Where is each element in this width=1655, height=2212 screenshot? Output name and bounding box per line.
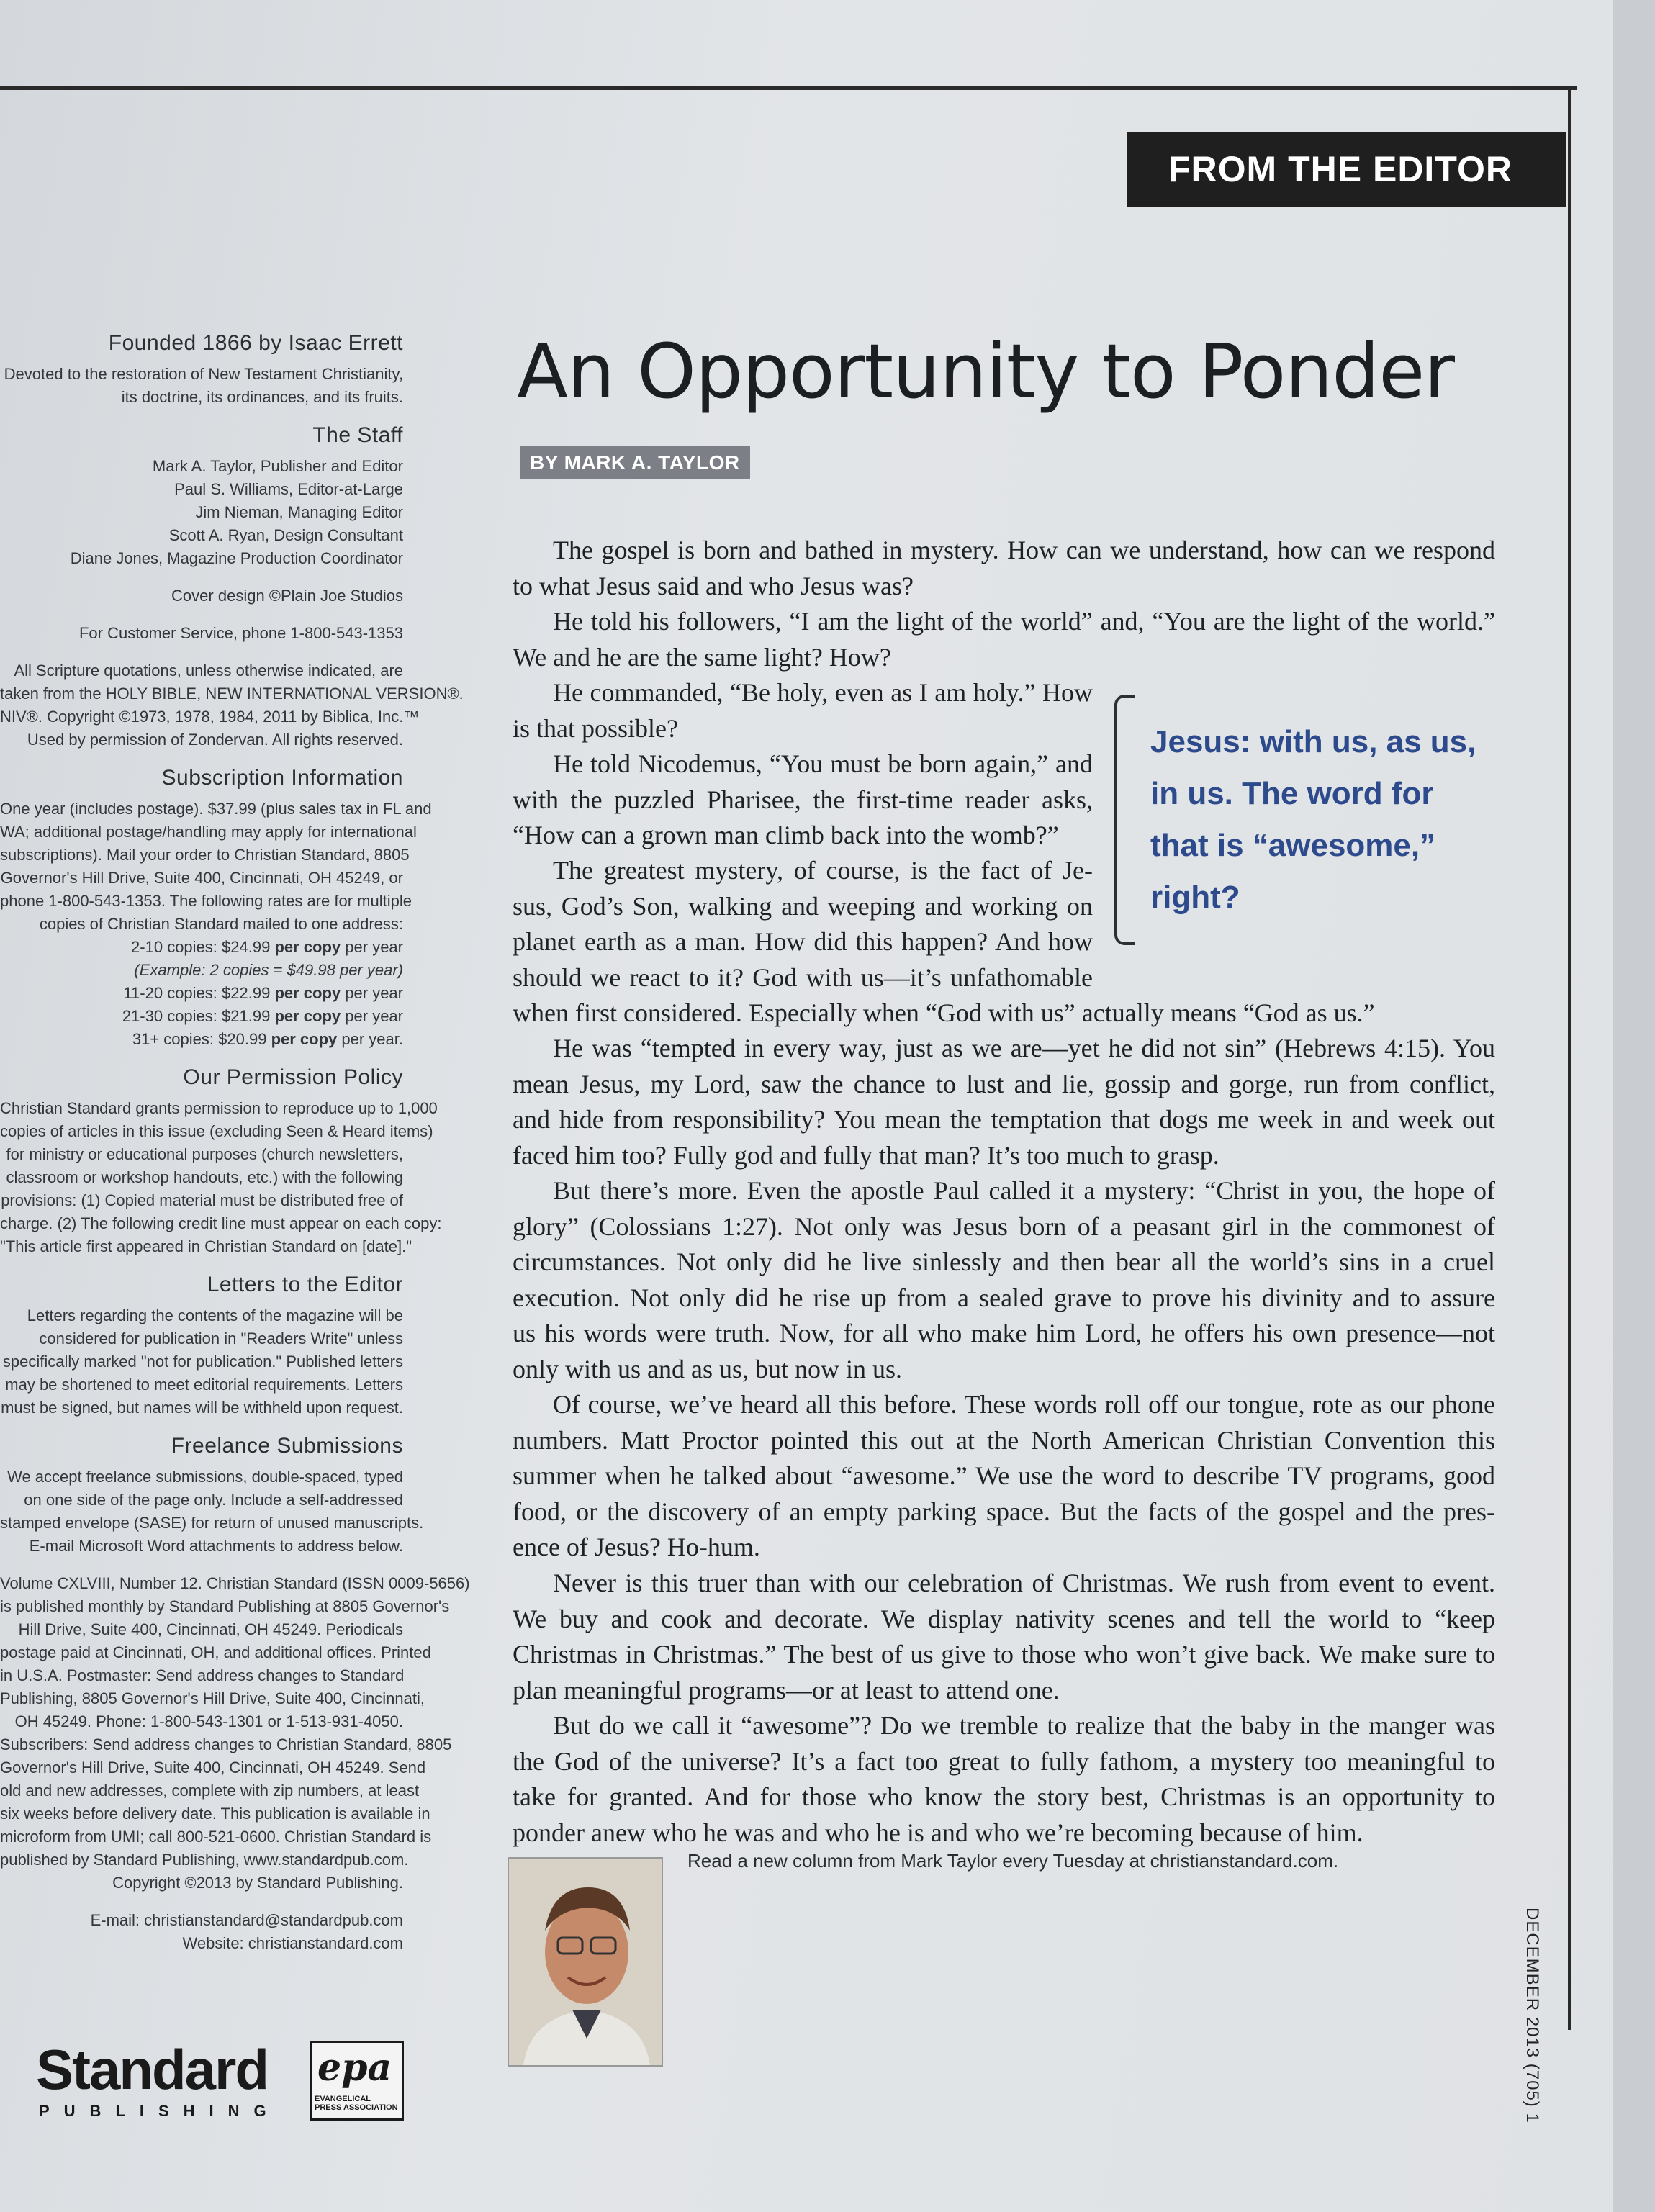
article-paragraph: The greatest mystery, of course, is the fact of Je- sus, God’s Son, walking and weeping and working on planet earth as a man. How did this happen? And how should we react to it? God with us—it’s unfathomable — [513, 856, 1093, 992]
standard-publishing-logo: Standard — [36, 2038, 269, 2101]
rate-row: 11-20 copies: $22.99 per copy per year — [123, 984, 403, 1002]
staff-list: Mark A. Taylor, Publisher and Editor Paul S. Williams, Editor-at-Large Jim Nieman, Managing Editor Scott A. Ryan, Design Consultant Diane Jones, Magazine Production Coordinator — [70, 457, 403, 567]
article-byline: BY MARK A. TAYLOR — [520, 446, 750, 479]
website-link[interactable]: Website: christianstandard.com — [182, 1934, 403, 1952]
epa-logo: epa EVANGELICAL PRESS ASSOCIATION — [310, 2041, 404, 2121]
article-paragraph: Never is this truer than with our celebration of Christmas. We rush from event to event. We buy and cook and decorate. We display nativity scenes and tell the world to “keep Christmas in Christmas.” The best of us give to those who won’t give back. We make sure to plan meaningful programs—or at least to attend one. — [513, 1568, 1495, 1705]
pull-quote-bracket — [1114, 695, 1135, 945]
page-folio: DECEMBER 2013 (705) 1 — [1523, 1908, 1542, 2123]
permission-heading: Our Permission Policy — [183, 1065, 403, 1089]
mission-statement: Devoted to the restoration of New Testament Christianity, its doctrine, its ordinances, and its fruits. — [4, 365, 403, 406]
rate-row: 21-30 copies: $21.99 per copy per year — [122, 1007, 403, 1025]
cover-design-credit: Cover design ©Plain Joe Studios — [171, 587, 403, 605]
email-link[interactable]: E-mail: christianstandard@standardpub.com — [90, 1911, 403, 1929]
article-paragraph: The gospel is born and bathed in mystery. How can we understand, how can we respond to what Jesus said and who Jesus was? — [513, 536, 1495, 600]
top-rule — [0, 86, 1577, 90]
article-paragraph: But there’s more. Even the apostle Paul called it a mystery: “Christ in you, the hope of glory” (Colossians 1:27). Not only was Jesus born of a peasant girl in the commonest of circumstances. Not only did he live sinlessly and then bear all the world’s sins in a cruel execution. Not only did he rise up from a sealed grave to prove his divinity and to assure us his words were truth. Now, for all who make him Lord, he offers his own presence—not only with us and as us, but now in us. — [513, 1176, 1495, 1383]
article-paragraph: Of course, we’ve heard all this before. These words roll off our tongue, rote as our phone numbers. Matt Proctor pointed this out at the North American Christian Convention this summer when he talked about “awesome.” We use the word to describe TV programs, good food, or the discovery of an empty parking space. But the facts of the gospel and the pres- ence of Jesus? Ho-hum. — [513, 1390, 1495, 1561]
scripture-notice: All Scripture quotations, unless otherwise indicated, are taken from the HOLY BIBLE, NEW INTERNATIONAL VERSION®. NIV®. Copyright ©1973, 1978, 1984, 2011 by Biblica, Inc.™ Used by permission of Zondervan. All rights reserved. — [0, 662, 464, 749]
customer-service: For Customer Service, phone 1-800-543-1353 — [78, 624, 403, 642]
section-banner: FROM THE EDITOR — [1127, 132, 1566, 207]
author-caption: Read a new column from Mark Taylor every Tuesday at christianstandard.com. — [687, 1850, 1339, 1872]
article-paragraph: when first considered. Especially when “God with us” actually means “God as us.” — [513, 998, 1375, 1027]
article-paragraph: He was “tempted in every way, just as we are—yet he did not sin” (Hebrews 4:15). You mean Jesus, my Lord, saw the chance to lust and lie, gossip and gorge, run from conflict, and hide from responsibility? You mean the temptation that dogs me week in and week out faced him too? Fully god and fully that man? It’s too much to grasp. — [513, 1034, 1495, 1170]
author-photo — [508, 1857, 663, 2067]
freelance-heading: Freelance Submissions — [171, 1434, 403, 1458]
article-paragraph: He told his followers, “I am the light of the world” and, “You are the light of the world.” We and he are the same light? How? — [513, 607, 1495, 672]
rate-row: 2-10 copies: $24.99 per copy per year — [131, 938, 403, 956]
article-paragraph: He told Nicodemus, “You must be born again,” and with the puzzled Pharisee, the first-time reader asks, “How can a grown man climb back into the womb?” — [513, 749, 1093, 849]
masthead-sidebar — [0, 331, 470, 1969]
staff-heading: The Staff — [312, 423, 403, 447]
publishing-wordmark: PUBLISHING — [39, 2102, 281, 2120]
pull-quote: Jesus: with us, as us, in us. The word for that is “awesome,” right? — [1150, 724, 1476, 915]
contact-info — [0, 1909, 403, 1955]
rate-row: 31+ copies: $20.99 per copy per year. — [132, 1030, 403, 1048]
publication-info: Volume CXLVIII, Number 12. Christian Standard (ISSN 0009-5656) is published monthly by Standard Publishing at 8805 Governor's Hill Drive, Suite 400, Cincinnati, OH 45249. Periodicals postage paid at Cincinnati, OH, and additional offices. Printed in U.S.A. Postmaster: Send address changes to Standard Publishing, 8805 Governor's Hill Drive, Suite 400, Cincinnati, OH 45249. Phone: 1-800-543-1301 or 1-513-931-4050. Subscribers: Send address changes to Christian Standard, 8805 Governor's Hill Drive, Suite 400, Cincinnati, OH 45249. Send old and new addresses, complete with zip numbers, at least six weeks before delivery date. This publication is available in microform from UMI; call 800-521-0600. Christian Standard is published by Standard Publishing, www.standardpub.com. Copyright ©2013 by Standard Publishing. — [0, 1574, 470, 1892]
publisher-logos — [36, 2037, 410, 2120]
article-paragraph: But do we call it “awesome”? Do we tremble to realize that the baby in the manger was the God of the universe? It’s a fact too great to fully fathom, a mystery too meaningful to take for granted. And for those who know the story best, Christmas is an opportunity to ponder anew who he was and who he is and who we’re becoming because of him. — [513, 1711, 1495, 1847]
page-edge — [1613, 0, 1655, 2212]
letters-heading: Letters to the Editor — [207, 1273, 403, 1296]
subscription-heading: Subscription Information — [161, 766, 403, 790]
founded-line: Founded 1866 by Isaac Errett — [108, 331, 403, 355]
article-paragraph: He commanded, “Be holy, even as I am holy.” How is that possible? — [513, 678, 1093, 743]
author-portrait-icon — [509, 1859, 662, 2065]
permission-policy: Christian Standard grants permission to reproduce up to 1,000 copies of articles in this issue (excluding Seen & Heard items) for ministry or educational purposes (church newsletters, classroom or workshop handouts, etc.) with the following provisions: (1) Copied material must be distributed free of charge. (2) The following credit line must appear on each copy: "This article first appeared in Christian Standard on [date]." — [0, 1099, 442, 1255]
right-rule — [1568, 86, 1571, 2030]
freelance-policy: We accept freelance submissions, double-spaced, typed on one side of the page only. Include a self-addressed stamped envelope (SASE) for return of unused manuscripts. E-mail Microsoft Word attachments to address below. — [0, 1468, 424, 1555]
subscription-info: One year (includes postage). $37.99 (plus sales tax in FL and WA; additional postage/handling may apply for international subscriptions). Mail your order to Christian Standard, 8805 Governor's Hill Drive, Suite 400, Cincinnati, OH 45249, or phone 1-800-543-1353. The following rates are for multiple copies of Christian Standard mailed to one address: 2-10 copies: $24.99 per copy per year (Example: 2 copies = $49.98 per year) 11-20 copies: $22.99 per copy per year 21-30 copies: $21.99 per copy per year 31+ copies: $20.99 per copy per year. — [0, 798, 403, 1051]
rate-example: (Example: 2 copies = $49.98 per year) — [134, 961, 403, 979]
article-title: An Opportunity to Ponder — [517, 328, 1455, 415]
letters-policy: Letters regarding the contents of the magazine will be considered for publication in "Readers Write" unless specifically marked "not for publication." Published letters may be shortened to meet editorial requirements. Letters must be signed, but names will be withheld upon request. — [1, 1306, 403, 1417]
